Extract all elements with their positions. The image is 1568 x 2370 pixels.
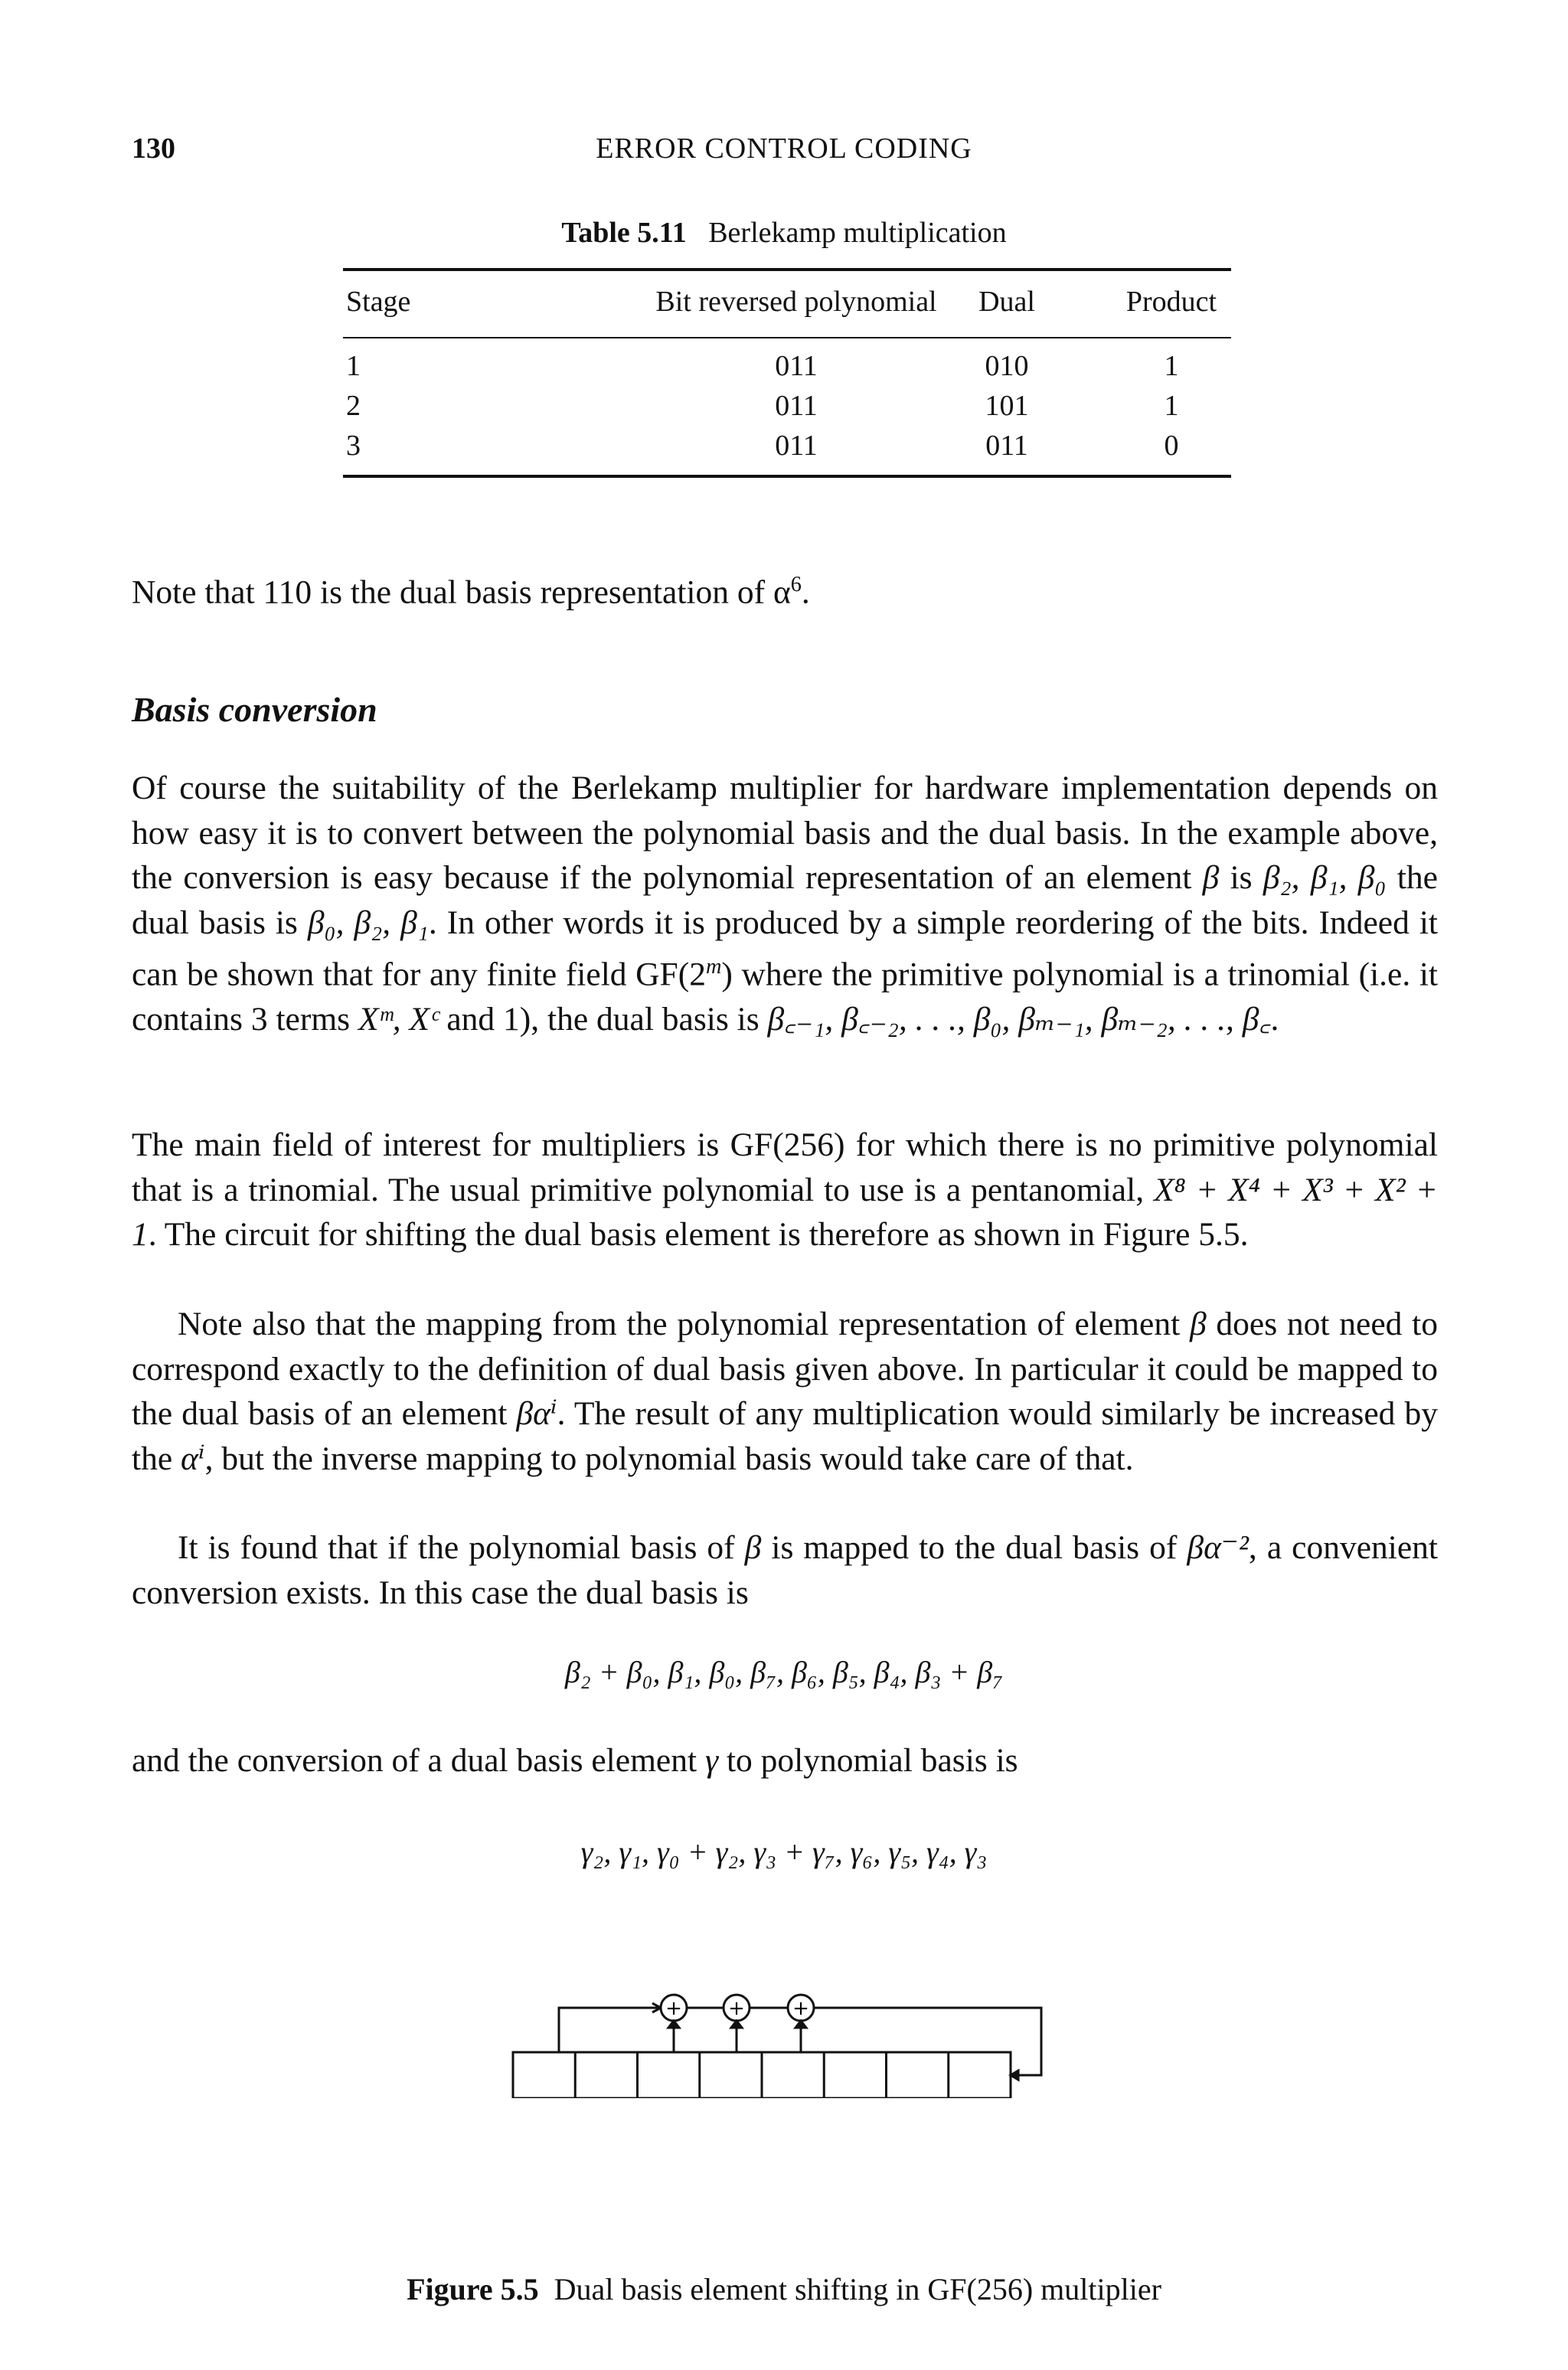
element-beta-alpha-minus-2: βα⁻²	[1187, 1529, 1249, 1566]
table-cell: 1	[346, 350, 361, 382]
paragraph-3	[132, 1302, 1438, 1481]
tap-arrow-icon	[668, 2021, 679, 2028]
note-superscript: 6	[790, 573, 802, 597]
beta-symbol: β	[744, 1529, 762, 1566]
table-caption	[0, 216, 1568, 250]
trinomial-terms: Xᵐ, Xᶜ	[358, 1001, 439, 1038]
p5-text: and the conversion of a dual basis element	[132, 1742, 705, 1779]
table-cell: 0	[1164, 430, 1179, 462]
p1-text: .	[1270, 1001, 1279, 1038]
exponent-m: m	[706, 955, 722, 979]
p1-text: . In other words it is produced by a simple reordering of the bits. Indeed it can be shown that for any finite field GF(2	[132, 904, 1438, 993]
table-title: Berlekamp multiplication	[708, 217, 1007, 249]
tap-arrow-icon	[795, 2021, 806, 2028]
gamma-symbol: γ	[704, 1742, 719, 1779]
table-header-rule	[343, 337, 1231, 338]
paragraph-4	[132, 1525, 1438, 1615]
alpha-i: αⁱ	[181, 1440, 205, 1477]
table-cell: 101	[985, 390, 1029, 422]
feedback-line-left	[559, 2008, 661, 2052]
p1-text: ) where the primitive polynomial is a trinomial (i.e. it contains 3 terms	[132, 956, 1438, 1038]
figure-caption	[0, 2271, 1568, 2307]
general-dual-basis: β꜀₋₁, β꜀₋₂, . . ., β₀, βₘ₋₁, βₘ₋₂, . . ., β꜀	[767, 1001, 1271, 1038]
table-cell: 011	[775, 430, 818, 462]
p4-text: It is found that if the polynomial basis of	[178, 1529, 745, 1566]
table-cell: 011	[775, 390, 818, 422]
p1-text: and 1), the dual basis is	[438, 1001, 768, 1038]
adder-plus: +	[665, 1997, 682, 2020]
p3-text: , but the inverse mapping to polynomial basis would take care of that.	[204, 1440, 1134, 1477]
p3-text: Note also that the mapping from the polynomial representation of element	[178, 1306, 1190, 1342]
table-cell: 011	[775, 350, 818, 382]
table-cell: 1	[1164, 350, 1179, 382]
equation-dual-basis: β₂ + β₀, β₁, β₀, β₇, β₆, β₅, β₄, β₃ + β₇	[564, 1655, 1004, 1689]
table-top-rule	[343, 268, 1231, 271]
p2-text: The main field of interest for multipliers is GF(256) for which there is no primitive polynomial that is a trinomial. The usual primitive polynomial to use is a pentanomial,	[132, 1126, 1438, 1208]
paragraph-2	[132, 1123, 1438, 1257]
section-heading: Basis conversion	[132, 690, 377, 729]
feedback-line-right	[814, 2008, 1041, 2075]
note-text: Note that 110 is the dual basis representation of α	[132, 574, 791, 611]
page-number: 130	[132, 132, 175, 165]
tap-arrow-icon	[731, 2021, 742, 2028]
column-header-dual: Dual	[978, 286, 1035, 318]
table-bottom-rule	[343, 475, 1231, 478]
table-cell: 3	[346, 430, 361, 462]
column-header-product: Product	[1125, 286, 1217, 318]
beta-symbol: β	[1202, 859, 1220, 896]
equation-polynomial-basis: γ₂, γ₁, γ₀ + γ₂, γ₃ + γ₇, γ₆, γ₅, γ₄, γ₃	[580, 1835, 988, 1869]
column-header-polynomial: Bit reversed polynomial	[655, 286, 937, 318]
adder-plus: +	[728, 1997, 745, 2020]
figure-caption-text: Dual basis element shifting in GF(256) multiplier	[554, 2272, 1161, 2306]
paragraph-5	[132, 1738, 1438, 1783]
table-label: Table 5.11	[561, 217, 687, 249]
table-cell: 2	[346, 390, 361, 422]
column-header-stage: Stage	[346, 286, 411, 318]
table-note	[132, 563, 1438, 615]
p4-text: , a convenient conversion exists. In this case the dual basis is	[132, 1529, 1439, 1611]
note-end: .	[801, 574, 810, 611]
p1-text: Of course the suitability of the Berlekamp multiplier for hardware implementation depends on how easy it is to convert between the polynomial basis and the dual basis. In the example above, the conversion is easy because if the polynomial representation of an element	[132, 770, 1438, 896]
p2-text: . The circuit for shifting the dual basis element is therefore as shown in Figure 5.5.	[148, 1216, 1249, 1253]
beta-symbol: β	[1189, 1306, 1207, 1342]
paragraph-1	[132, 766, 1438, 1042]
p3-text: . The result of any multiplication would similarly be increased by the	[132, 1395, 1438, 1477]
pentanomial: X⁸ + X⁴ + X³ + X² + 1	[132, 1171, 1439, 1253]
p3-text: does not need to correspond exactly to the definition of dual basis given above. In particular it could be mapped to the dual basis of an element	[132, 1306, 1438, 1432]
adder-plus: +	[792, 1997, 809, 2020]
p1-text: is	[1219, 859, 1263, 896]
dual-representation: β₀, β₂, β₁	[307, 904, 429, 941]
running-title: ERROR CONTROL CODING	[596, 132, 972, 165]
adders	[661, 1995, 814, 2021]
figure-shift-register	[490, 1991, 1072, 2102]
p1-text: the dual basis is	[132, 859, 1438, 941]
shift-register-diagram	[490, 1991, 1072, 2098]
table-cell: 010	[985, 350, 1029, 382]
polynomial-representation: β₂, β₁, β₀	[1263, 859, 1387, 896]
p5-text: to polynomial basis is	[718, 1742, 1018, 1779]
figure-label: Figure 5.5	[407, 2272, 539, 2306]
p4-text: is mapped to the dual basis of	[761, 1529, 1187, 1566]
table-cell: 011	[985, 430, 1028, 462]
element-beta-alpha: βαⁱ	[516, 1395, 557, 1432]
table-cell: 1	[1164, 390, 1179, 422]
